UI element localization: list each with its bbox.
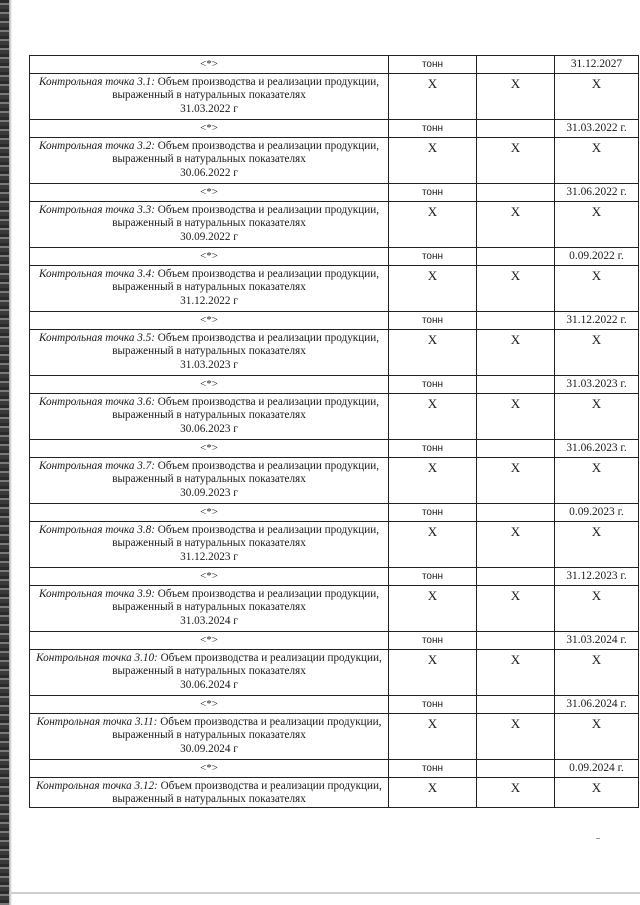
unit-label-cell [389, 440, 477, 458]
table-row-control-point [30, 266, 639, 312]
control-point-text [30, 650, 388, 692]
x-mark-cell [389, 138, 477, 184]
control-point-date: 31.03.2024 г [180, 614, 238, 627]
x-mark-cell [477, 74, 555, 120]
x-mark: X [427, 332, 438, 347]
control-point-description: Объем производства и реализации продукции, выраженный в натуральных показателях [112, 652, 382, 678]
deadline-date-cell [555, 248, 639, 266]
x-mark-cell [555, 202, 639, 248]
subitem-label-cell [30, 632, 389, 650]
control-point-description: Объем производства и реализации продукции, выраженный в натуральных показателях [112, 780, 382, 806]
unit-label: тонн [421, 443, 444, 454]
deadline-date-cell [555, 440, 639, 458]
deadline-date: 31.06.2022 г. [566, 186, 627, 198]
control-point-cell [30, 522, 389, 568]
subitem-label: <*> [200, 506, 218, 518]
x-mark: X [591, 396, 602, 411]
x-mark-cell [555, 714, 639, 760]
x-mark-cell [555, 778, 639, 808]
subitem-label: <*> [200, 442, 218, 454]
control-point-cell [30, 458, 389, 504]
unit-label: тонн [421, 379, 444, 390]
unit-label-cell [389, 312, 477, 330]
unit-label-cell [389, 248, 477, 266]
value-cell-text-cell [477, 440, 555, 458]
subitem-label-cell [30, 376, 389, 394]
x-mark: X [510, 716, 521, 731]
control-point-title: Контрольная точка 3.5: [38, 332, 155, 344]
x-mark: X [427, 716, 438, 731]
control-point-title: Контрольная точка 3.12: [36, 780, 158, 792]
page-bottom-line [9, 892, 640, 894]
control-point-description: Объем производства и реализации продукции, выраженный в натуральных показателях [112, 524, 380, 550]
x-mark-cell [389, 650, 477, 696]
x-mark: X [591, 716, 602, 731]
control-point-title: Контрольная точка 3.2: [38, 140, 155, 152]
deadline-date: 0.09.2022 г. [569, 250, 624, 262]
control-point-cell [30, 650, 389, 696]
value-cell-text-cell [477, 184, 555, 202]
control-point-text [30, 330, 388, 372]
control-point-date: 30.06.2022 г [180, 166, 238, 179]
x-mark: X [591, 524, 602, 539]
unit-label-cell [389, 184, 477, 202]
control-point-title: Контрольная точка 3.3: [38, 204, 155, 216]
control-point-description: Объем производства и реализации продукции, выраженный в натуральных показателях [112, 588, 380, 614]
x-mark-cell [555, 266, 639, 312]
control-point-cell [30, 202, 389, 248]
x-mark: X [427, 588, 438, 603]
control-point-title: Контрольная точка 3.9: [38, 588, 155, 600]
subitem-label-cell [30, 696, 389, 714]
deadline-date: 31.03.2022 г. [566, 122, 627, 134]
x-mark-cell [389, 522, 477, 568]
control-point-cell [30, 586, 389, 632]
table-row-control-point [30, 522, 639, 568]
table-row-subitem [30, 184, 639, 202]
subitem-label: <*> [200, 570, 218, 582]
x-mark-cell [555, 650, 639, 696]
x-mark: X [427, 204, 438, 219]
x-mark: X [427, 780, 438, 795]
unit-label: тонн [421, 123, 444, 134]
x-mark: X [591, 780, 602, 795]
x-mark: X [510, 76, 521, 91]
x-mark-cell [389, 330, 477, 376]
x-mark-cell [555, 74, 639, 120]
x-mark-cell [555, 522, 639, 568]
x-mark-cell [477, 330, 555, 376]
control-point-cell [30, 138, 389, 184]
x-mark: X [510, 140, 521, 155]
value-cell-text [477, 696, 554, 697]
x-mark: X [510, 524, 521, 539]
value-cell-text [477, 440, 554, 441]
control-points-table [29, 55, 639, 808]
table-body [30, 56, 639, 808]
control-point-title: Контрольная точка 3.8: [38, 524, 155, 536]
deadline-date: 0.09.2023 г. [569, 506, 624, 518]
unit-label-cell [389, 376, 477, 394]
unit-label-cell [389, 504, 477, 522]
table-row-subitem [30, 312, 639, 330]
subitem-label: <*> [200, 58, 218, 70]
x-mark: X [591, 204, 602, 219]
x-mark-cell [389, 74, 477, 120]
table-row-subitem [30, 440, 639, 458]
control-point-cell [30, 330, 389, 376]
control-point-cell [30, 266, 389, 312]
value-cell-text [477, 184, 554, 185]
control-point-title: Контрольная точка 3.7: [38, 460, 155, 472]
x-mark-cell [477, 714, 555, 760]
table-row-control-point [30, 586, 639, 632]
control-point-cell [30, 714, 389, 760]
x-mark-cell [477, 650, 555, 696]
x-mark: X [427, 396, 438, 411]
control-point-title: Контрольная точка 3.4: [38, 268, 155, 280]
unit-label: тонн [421, 315, 444, 326]
unit-label: тонн [421, 571, 444, 582]
x-mark: X [591, 140, 602, 155]
x-mark-cell [555, 138, 639, 184]
control-point-text [30, 394, 388, 436]
control-point-date: 31.12.2022 г [180, 294, 238, 307]
control-point-cell [30, 394, 389, 440]
value-cell-text-cell [477, 696, 555, 714]
control-point-text [30, 714, 388, 756]
unit-label: тонн [421, 699, 444, 710]
deadline-date-cell [555, 376, 639, 394]
unit-label-cell [389, 568, 477, 586]
deadline-date: 31.03.2024 г. [566, 634, 627, 646]
subitem-label: <*> [200, 762, 218, 774]
unit-label-cell [389, 56, 477, 74]
control-point-title: Контрольная точка 3.1: [38, 76, 155, 88]
value-cell-text [477, 56, 554, 57]
deadline-date-cell [555, 120, 639, 138]
value-cell-text-cell [477, 760, 555, 778]
control-point-description: Объем производства и реализации продукции, выраженный в натуральных показателях [112, 396, 380, 422]
value-cell-text [477, 312, 554, 313]
deadline-date: 31.06.2024 г. [566, 698, 627, 710]
subitem-label-cell [30, 568, 389, 586]
x-mark: X [591, 652, 602, 667]
scan-edge-shadow [0, 0, 9, 905]
control-point-text [30, 266, 388, 308]
x-mark: X [427, 524, 438, 539]
control-point-description: Объем производства и реализации продукции, выраженный в натуральных показателях [112, 332, 380, 358]
unit-label: тонн [421, 59, 444, 70]
x-mark-cell [477, 202, 555, 248]
control-point-text [30, 522, 388, 564]
control-point-description: Объем производства и реализации продукции, выраженный в натуральных показателях [112, 76, 380, 102]
x-mark-cell [477, 586, 555, 632]
table-row-subitem [30, 632, 639, 650]
unit-label: тонн [421, 763, 444, 774]
x-mark-cell [389, 394, 477, 440]
table-row-subitem [30, 696, 639, 714]
table-row-control-point [30, 778, 639, 808]
x-mark: X [427, 140, 438, 155]
x-mark-cell [555, 458, 639, 504]
x-mark-cell [389, 778, 477, 808]
unit-label: тонн [421, 251, 444, 262]
value-cell-text [477, 632, 554, 633]
subitem-label-cell [30, 248, 389, 266]
value-cell-text [477, 568, 554, 569]
value-cell-text [477, 376, 554, 377]
control-point-date: 30.06.2024 г [180, 678, 238, 691]
deadline-date-cell [555, 56, 639, 74]
unit-label-cell [389, 696, 477, 714]
x-mark-cell [555, 394, 639, 440]
x-mark: X [427, 268, 438, 283]
x-mark-cell [477, 778, 555, 808]
value-cell-text-cell [477, 248, 555, 266]
subitem-label: <*> [200, 314, 218, 326]
subitem-label: <*> [200, 186, 218, 198]
unit-label-cell [389, 632, 477, 650]
control-point-title: Контрольная точка 3.11: [36, 716, 158, 728]
deadline-date-cell [555, 184, 639, 202]
control-point-description: Объем производства и реализации продукции, выраженный в натуральных показателях [112, 460, 380, 486]
unit-label-cell [389, 760, 477, 778]
table-row-subitem [30, 568, 639, 586]
table-row-control-point [30, 74, 639, 120]
deadline-date: 31.03.2023 г. [566, 378, 627, 390]
unit-label: тонн [421, 187, 444, 198]
x-mark: X [427, 76, 438, 91]
table-row-control-point [30, 138, 639, 184]
deadline-date-cell [555, 504, 639, 522]
unit-label: тонн [421, 635, 444, 646]
subitem-label-cell [30, 120, 389, 138]
subitem-label: <*> [200, 378, 218, 390]
subitem-label: <*> [200, 634, 218, 646]
deadline-date: 31.12.2022 г. [566, 314, 627, 326]
x-mark: X [591, 332, 602, 347]
subitem-label: <*> [200, 250, 218, 262]
table-row-control-point [30, 202, 639, 248]
unit-label-cell [389, 120, 477, 138]
value-cell-text-cell [477, 312, 555, 330]
control-point-description: Объем производства и реализации продукции, выраженный в натуральных показателях [112, 268, 380, 294]
control-point-title: Контрольная точка 3.10: [36, 652, 158, 664]
subitem-label: <*> [200, 698, 218, 710]
x-mark-cell [477, 394, 555, 440]
subitem-label-cell [30, 184, 389, 202]
control-point-description: Объем производства и реализации продукции, выраженный в натуральных показателях [112, 140, 380, 166]
deadline-date-cell [555, 312, 639, 330]
deadline-date: 31.12.2023 г. [566, 570, 627, 582]
x-mark-cell [389, 266, 477, 312]
value-cell-text-cell [477, 120, 555, 138]
control-point-cell [30, 74, 389, 120]
control-point-text [30, 138, 388, 180]
x-mark-cell [389, 586, 477, 632]
value-cell-text [477, 120, 554, 121]
table-row-subitem [30, 504, 639, 522]
x-mark: X [510, 780, 521, 795]
control-point-date: 30.06.2023 г [180, 422, 238, 435]
table-row-subitem [30, 248, 639, 266]
control-point-cell [30, 778, 389, 808]
table-row-subitem [30, 760, 639, 778]
table-row-subitem [30, 120, 639, 138]
control-point-description: Объем производства и реализации продукции, выраженный в натуральных показателях [112, 204, 380, 230]
subitem-label-cell [30, 440, 389, 458]
x-mark-cell [477, 458, 555, 504]
value-cell-text-cell [477, 504, 555, 522]
control-point-text [30, 202, 388, 244]
subitem-label-cell [30, 312, 389, 330]
control-point-date: 30.09.2023 г [180, 486, 238, 499]
x-mark-cell [555, 330, 639, 376]
value-cell-text-cell [477, 376, 555, 394]
x-mark: X [591, 588, 602, 603]
table-row-control-point [30, 330, 639, 376]
value-cell-text-cell [477, 632, 555, 650]
control-point-date: 31.03.2023 г [180, 358, 238, 371]
control-point-text [30, 458, 388, 500]
x-mark-cell [389, 202, 477, 248]
x-mark: X [510, 396, 521, 411]
x-mark-cell [477, 138, 555, 184]
value-cell-text [477, 504, 554, 505]
x-mark-cell [389, 458, 477, 504]
subitem-label-cell [30, 56, 389, 74]
value-cell-text [477, 760, 554, 761]
deadline-date-cell [555, 760, 639, 778]
deadline-date-cell [555, 568, 639, 586]
control-point-text [30, 586, 388, 628]
x-mark-cell [555, 586, 639, 632]
table-row-subitem [30, 376, 639, 394]
control-point-description: Объем производства и реализации продукции, выраженный в натуральных показателях [112, 716, 382, 742]
x-mark-cell [477, 266, 555, 312]
x-mark: X [591, 460, 602, 475]
x-mark: X [510, 460, 521, 475]
x-mark: X [427, 460, 438, 475]
control-point-date: 30.09.2024 г [180, 742, 238, 755]
control-point-text [30, 74, 388, 116]
x-mark: X [510, 204, 521, 219]
deadline-date-cell [555, 696, 639, 714]
x-mark-cell [477, 522, 555, 568]
x-mark: X [510, 332, 521, 347]
deadline-date: 31.12.2027 [570, 58, 623, 70]
x-mark-cell [389, 714, 477, 760]
control-point-text [30, 778, 388, 807]
scan-mark [596, 838, 600, 839]
deadline-date: 0.09.2024 г. [569, 762, 624, 774]
table-row-control-point [30, 650, 639, 696]
control-point-date: 31.03.2022 г [180, 102, 238, 115]
x-mark: X [510, 652, 521, 667]
x-mark: X [510, 588, 521, 603]
x-mark: X [591, 76, 602, 91]
deadline-date-cell [555, 632, 639, 650]
table-row-control-point [30, 714, 639, 760]
table-row-control-point [30, 458, 639, 504]
table-row-control-point [30, 394, 639, 440]
deadline-date: 31.06.2023 г. [566, 442, 627, 454]
table-row-subitem [30, 56, 639, 74]
value-cell-text-cell [477, 568, 555, 586]
subitem-label-cell [30, 760, 389, 778]
x-mark: X [591, 268, 602, 283]
value-cell-text-cell [477, 56, 555, 74]
x-mark: X [510, 268, 521, 283]
unit-label: тонн [421, 507, 444, 518]
control-point-title: Контрольная точка 3.6: [38, 396, 155, 408]
x-mark: X [427, 652, 438, 667]
control-point-date: 30.09.2022 г [180, 230, 238, 243]
subitem-label-cell [30, 504, 389, 522]
control-point-date: 31.12.2023 г [180, 550, 238, 563]
subitem-label: <*> [200, 122, 218, 134]
value-cell-text [477, 248, 554, 249]
